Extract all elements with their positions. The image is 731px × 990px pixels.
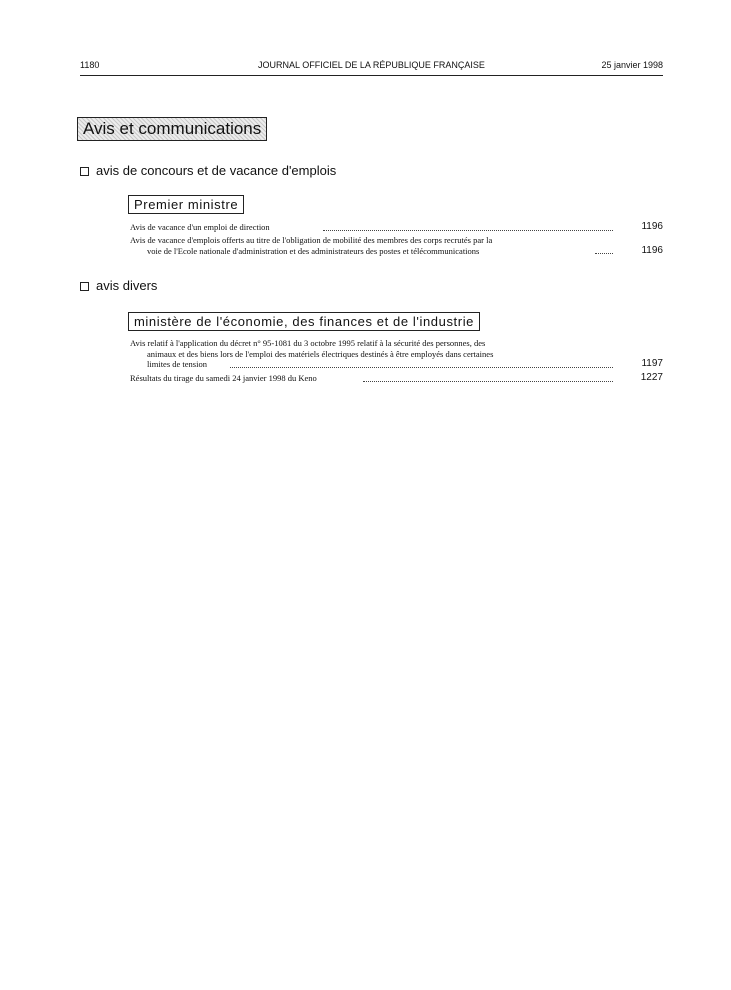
entry-text: voie de l'Ecole nationale d'administration et des administrateurs des postes et télécommunications: [147, 245, 480, 256]
page-header: [80, 59, 663, 71]
entry-text: limites de tension: [147, 359, 207, 369]
toc-entry[interactable]: [130, 235, 663, 256]
journal-title: JOURNAL OFFICIEL DE LA RÉPUBLIQUE FRANÇAISE: [258, 60, 485, 70]
rubric-label: avis divers: [96, 278, 158, 293]
rubric-concours: [80, 163, 336, 179]
rubric-label: avis de concours et de vacance d'emplois: [96, 163, 337, 178]
toc-entry[interactable]: [130, 338, 663, 370]
entry-text: animaux et des biens lors de l'emploi des matériels électriques destinés à être employés dans certaines: [147, 348, 494, 359]
rubric-divers: [80, 278, 157, 294]
entry-line: [130, 246, 663, 257]
entry-text: Avis de vacance d'un emploi de direction: [130, 222, 270, 232]
entry-page-number: 1196: [641, 221, 663, 232]
entry-text: Avis de vacance d'emplois offerts au titre de l'obligation de mobilité des membres des corps recrutés par la: [130, 235, 493, 245]
ministry-heading: Premier ministre: [128, 195, 244, 214]
toc-entry[interactable]: [130, 373, 663, 384]
leader-dots: [363, 371, 613, 382]
checkbox-square-icon: [80, 282, 89, 291]
leader-dots: [230, 357, 613, 368]
header-divider: [80, 75, 663, 76]
entry-page-number: 1227: [640, 372, 663, 383]
leader-dots: [323, 220, 613, 231]
ministry-heading: ministère de l'économie, des finances et de l'industrie: [128, 312, 480, 331]
entry-page-number: 1197: [641, 358, 663, 369]
entry-page-number: 1196: [641, 244, 663, 256]
page-number: 1180: [80, 60, 100, 70]
entry-line: [130, 235, 663, 246]
entry-line: [130, 338, 663, 349]
leader-dots: [595, 244, 613, 255]
checkbox-square-icon: [80, 167, 89, 176]
toc-entry[interactable]: [130, 222, 663, 233]
entry-text: Résultats du tirage du samedi 24 janvier 1998 du Keno: [130, 373, 317, 383]
section-title: Avis et communications: [77, 117, 267, 141]
issue-date: 25 janvier 1998: [601, 60, 663, 70]
entry-text: Avis relatif à l'application du décret n° 95-1081 du 3 octobre 1995 relatif à la sécurité des personnes, des: [130, 338, 486, 348]
